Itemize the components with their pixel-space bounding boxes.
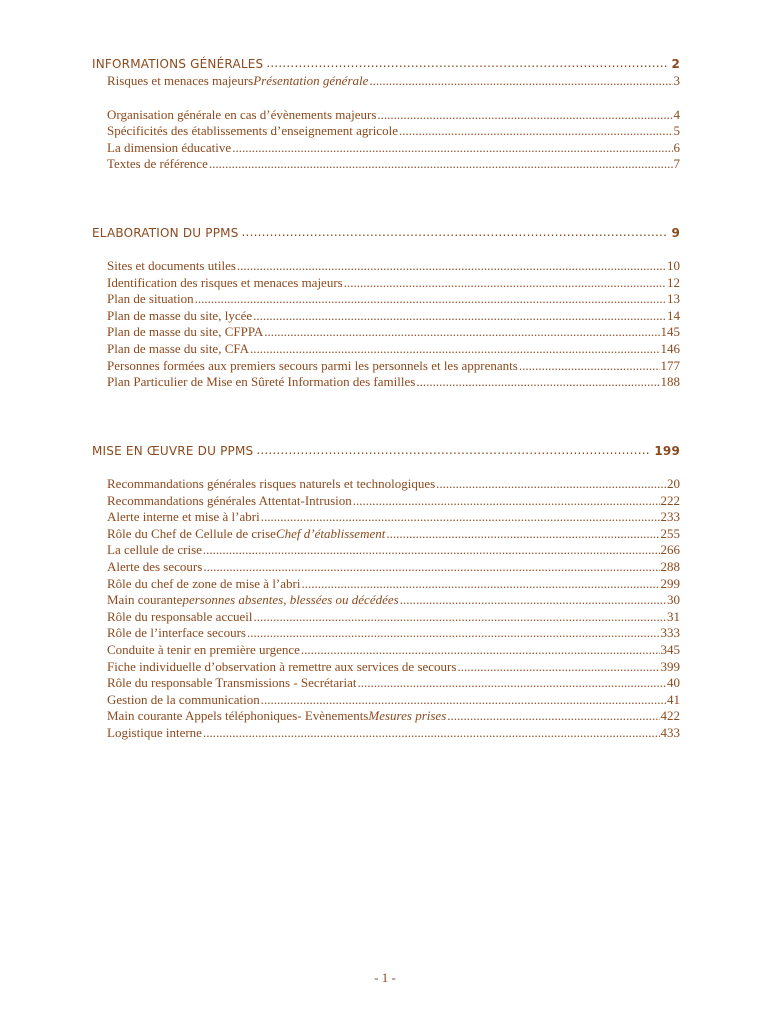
dot-leader	[386, 526, 659, 543]
toc-entry-text: Textes de référence	[107, 156, 208, 172]
toc-section-informations-generales	[92, 56, 680, 173]
toc-entry-page: 288	[660, 558, 680, 574]
toc-entry[interactable]	[107, 341, 680, 358]
toc-entry-page: 4	[673, 106, 680, 122]
toc-entry[interactable]	[107, 308, 680, 325]
toc-entry-text: Sites et documents utiles	[107, 258, 236, 273]
toc-entry-text: Plan de masse du site, CFA	[107, 340, 250, 356]
toc-entry-text: Plan Particulier de Mise en Sûreté Information des familles	[107, 374, 416, 390]
toc-entry-text: Organisation générale en cas d’évènements majeurs	[107, 106, 377, 122]
toc-entry-page: 146	[660, 340, 680, 356]
toc-entry[interactable]	[107, 140, 680, 157]
toc-entry[interactable]	[107, 675, 680, 692]
toc-heading-title: INFORMATIONS GÉNÉRALES	[92, 57, 264, 71]
toc-entry-page: 188	[660, 374, 680, 390]
toc-entry-page: 40	[667, 675, 680, 691]
toc-entry-page: 6	[673, 139, 680, 155]
toc-entry-page: 177	[660, 357, 680, 373]
toc-entry-page: 255	[660, 525, 680, 541]
toc-entry[interactable]	[107, 509, 680, 526]
toc-entry[interactable]	[107, 358, 680, 375]
dot-leader	[344, 275, 666, 292]
toc-entry-page: 31	[667, 608, 680, 624]
toc-entry[interactable]	[107, 576, 680, 593]
toc-entry-text: Spécificités des établissements d’enseignement agricole	[107, 123, 398, 139]
dot-leader	[256, 442, 651, 458]
toc-heading[interactable]	[92, 443, 680, 459]
toc-entry-text: Personnes formées aux premiers secours parmi les personnels et les apprenants	[107, 357, 518, 373]
toc-entry-italic: personnes absentes, blessées ou décédées	[182, 592, 399, 608]
toc-entry-text: Main courante	[107, 592, 183, 608]
toc-entry-text: Risques et menaces majeurs	[107, 73, 254, 88]
toc-section-elaboration	[92, 225, 680, 391]
toc-entry[interactable]	[107, 559, 680, 576]
toc-entry-text: Main courante Appels téléphoniques- Evènements	[107, 708, 369, 724]
toc-entry-page: 7	[673, 156, 680, 172]
toc-entry-page: 5	[673, 123, 680, 139]
toc-entry[interactable]	[107, 542, 680, 559]
dot-leader	[237, 258, 666, 275]
dot-leader	[253, 609, 666, 626]
toc-heading-title: MISE EN ŒUVRE DU PPMS	[92, 444, 254, 458]
toc-heading[interactable]	[92, 56, 680, 72]
toc-entry-text: Rôle du chef de zone de mise à l’abri	[107, 575, 301, 591]
toc-entry-page: 433	[660, 724, 680, 740]
toc-entry-text: Recommandations générales Attentat-Intrusion	[107, 492, 352, 508]
dot-leader	[399, 123, 673, 140]
toc-section-mise-en-oeuvre	[92, 443, 680, 742]
toc-entry-text: Rôle du responsable Transmissions - Secrétariat	[107, 675, 357, 691]
toc-entry-text: Rôle du responsable accueil	[107, 608, 253, 624]
toc-entry[interactable]	[107, 692, 680, 709]
toc-heading-page: 199	[654, 444, 680, 458]
toc-entry-page: 333	[660, 625, 680, 641]
dot-leader	[369, 73, 672, 90]
dot-leader	[436, 476, 666, 493]
toc-heading[interactable]	[92, 225, 680, 241]
toc-entry-page: 12	[667, 274, 680, 290]
toc-entry-page: 41	[667, 691, 680, 707]
dot-leader	[209, 156, 673, 173]
toc-entry-page: 399	[660, 658, 680, 674]
toc-entry[interactable]	[107, 258, 680, 275]
dot-leader	[457, 659, 659, 676]
toc-entry-text: Logistique interne	[107, 724, 202, 740]
toc-entry[interactable]	[107, 324, 680, 341]
toc-entry[interactable]	[107, 725, 680, 742]
dot-leader	[447, 708, 659, 725]
toc-entry-text: Rôle du Chef de Cellule de crise	[107, 525, 276, 541]
toc-entry[interactable]	[107, 107, 680, 124]
toc-heading-page: 2	[671, 57, 680, 71]
toc-entry[interactable]	[107, 592, 680, 609]
toc-entry-text: Gestion de la communication	[107, 691, 260, 707]
dot-leader	[203, 725, 660, 742]
toc-entry[interactable]	[107, 476, 680, 493]
dot-leader	[377, 107, 672, 124]
toc-entry-page: 345	[660, 641, 680, 657]
toc-entry-text: Plan de masse du site, lycée	[107, 307, 253, 323]
toc-heading-page: 9	[671, 226, 680, 240]
toc-entry[interactable]	[107, 642, 680, 659]
toc-entry-text: Fiche individuelle d’observation à remettre aux services de secours	[107, 658, 457, 674]
toc-entry-page: 20	[667, 476, 680, 491]
toc-entry-text: Recommandations générales risques naturels et technologiques	[107, 476, 436, 491]
toc-entry[interactable]	[107, 123, 680, 140]
dot-leader	[203, 542, 660, 559]
toc-entry-page: 14	[667, 307, 680, 323]
dot-leader	[250, 341, 659, 358]
toc-entry[interactable]	[107, 609, 680, 626]
dot-leader	[519, 358, 660, 375]
dot-leader	[358, 675, 667, 692]
toc-entry-text: Identification des risques et menaces majeurs	[107, 274, 343, 290]
dot-leader	[195, 291, 666, 308]
toc-entry[interactable]	[107, 659, 680, 676]
toc-entry-page: 145	[660, 324, 680, 340]
toc-entry-italic: Présentation générale	[253, 73, 369, 88]
dot-leader	[247, 625, 660, 642]
dot-leader	[353, 493, 660, 510]
toc-entry[interactable]	[107, 291, 680, 308]
toc-entry[interactable]	[107, 493, 680, 510]
toc-entry[interactable]	[107, 275, 680, 292]
toc-entry-page: 233	[660, 509, 680, 525]
toc-entry-text: La cellule de crise	[107, 542, 202, 558]
dot-leader	[253, 308, 666, 325]
dot-leader	[242, 224, 669, 240]
dot-leader	[264, 324, 659, 341]
toc-entry-italic: Chef d’établissement	[275, 525, 386, 541]
dot-leader	[266, 55, 668, 71]
toc-entry-italic: Mesures prises	[368, 708, 447, 724]
toc-entry-page: 30	[667, 592, 680, 608]
toc-entry-page: 3	[673, 73, 680, 88]
toc-entry-text: Rôle de l’interface secours	[107, 625, 246, 641]
toc-entry-page: 422	[660, 708, 680, 724]
dot-leader	[301, 576, 659, 593]
toc-entry-page: 222	[660, 492, 680, 508]
dot-leader	[400, 592, 666, 609]
toc-entry[interactable]	[107, 625, 680, 642]
toc-entry[interactable]	[107, 708, 680, 725]
toc-entry[interactable]	[107, 374, 680, 391]
dot-leader	[261, 509, 660, 526]
toc-entry-page: 299	[660, 575, 680, 591]
toc-entry-page: 10	[667, 258, 680, 273]
dot-leader	[232, 140, 672, 157]
toc-entry-text: Plan de masse du site, CFPPA	[107, 324, 264, 340]
toc-entry-text: Alerte des secours	[107, 558, 203, 574]
dot-leader	[416, 374, 659, 391]
toc-entry-text: La dimension éducative	[107, 139, 232, 155]
toc-entry-page: 266	[660, 542, 680, 558]
toc-heading-title: ELABORATION DU PPMS	[92, 226, 239, 240]
toc-entry[interactable]	[107, 156, 680, 173]
dot-leader	[203, 559, 659, 576]
toc-entry-text: Plan de situation	[107, 291, 194, 307]
dot-leader	[261, 692, 666, 709]
toc-entry[interactable]	[107, 526, 680, 543]
page-number: - 1 -	[374, 970, 396, 985]
dot-leader	[301, 642, 660, 659]
toc-entry-text: Alerte interne et mise à l’abri	[107, 509, 260, 525]
toc-entry-page: 13	[667, 291, 680, 307]
toc-entry[interactable]	[107, 73, 680, 90]
toc-entry-text: Conduite à tenir en première urgence	[107, 641, 300, 657]
